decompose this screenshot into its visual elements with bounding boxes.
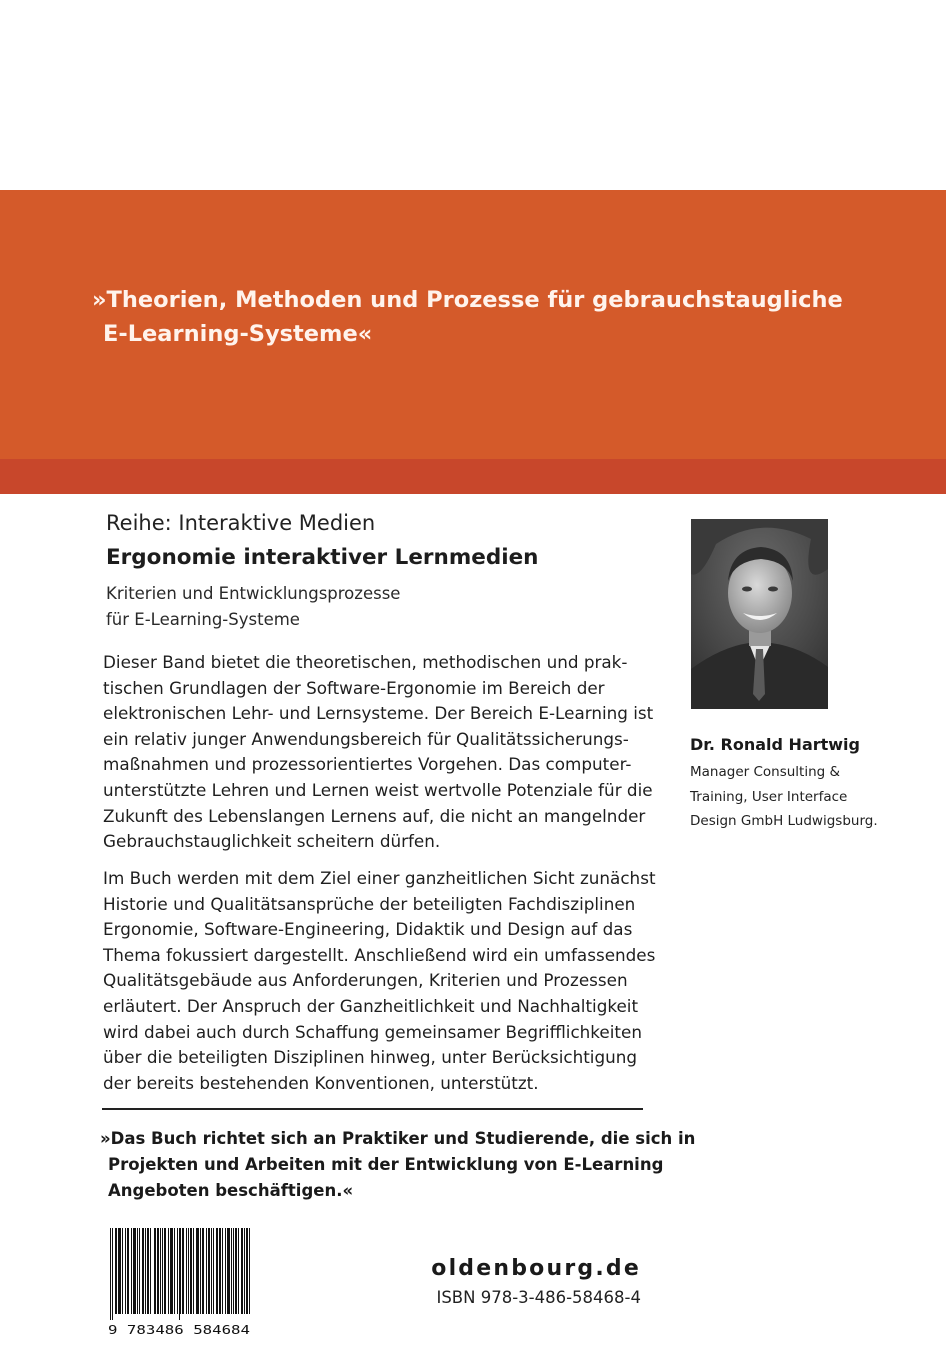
- barcode-bar: [171, 1228, 172, 1314]
- barcode-bar: [188, 1228, 189, 1314]
- series-label: Reihe: Interaktive Medien: [106, 511, 376, 535]
- description-paragraph-2: [103, 866, 663, 1096]
- author-portrait-image: [691, 519, 828, 709]
- closing-quote-line: Angeboten beschäftigen.«: [108, 1181, 354, 1200]
- barcode-bar: [150, 1228, 151, 1314]
- barcode-bar: [244, 1228, 245, 1314]
- book-subtitle: [106, 581, 400, 633]
- barcode-bar: [164, 1228, 165, 1314]
- red-strip: [0, 459, 946, 494]
- publisher-website: oldenbourg.de: [431, 1256, 641, 1281]
- barcode-bar: [247, 1228, 248, 1314]
- barcode-bar: [229, 1228, 230, 1314]
- barcode-bar: [190, 1228, 191, 1314]
- barcode-bar: [191, 1228, 192, 1314]
- barcode-bar: [128, 1228, 129, 1314]
- divider: [102, 1108, 643, 1110]
- isbn-number: ISBN 978-3-486-58468-4: [436, 1288, 641, 1307]
- barcode-bar: [235, 1228, 236, 1314]
- barcode-bar: [120, 1228, 121, 1314]
- barcode-digits: 9 783486 584684: [108, 1323, 250, 1336]
- barcode-bar: [177, 1228, 178, 1314]
- paragraph-line: Ergonomie, Software-Engineering, Didaktik und Design auf das: [103, 919, 633, 940]
- barcode-bar: [228, 1228, 229, 1314]
- barcode-bar: [246, 1228, 247, 1314]
- paragraph-line: der bereits bestehenden Konventionen, unterstützt.: [103, 1072, 539, 1093]
- barcode-bar: [137, 1228, 138, 1314]
- barcode-bar: [242, 1228, 243, 1314]
- barcode-bar: [211, 1228, 212, 1314]
- author-name: Dr. Ronald Hartwig: [690, 735, 860, 754]
- paragraph-line: Im Buch werden mit dem Ziel einer ganzheitlichen Sicht zunächst: [103, 868, 656, 888]
- barcode-bar: [236, 1228, 237, 1314]
- barcode-bar: [202, 1228, 203, 1314]
- barcode-bar: [116, 1228, 117, 1314]
- barcode-bar: [225, 1228, 226, 1314]
- banner-quote: [92, 283, 852, 351]
- barcode-bar: [160, 1228, 161, 1314]
- closing-quote-line: Projekten und Arbeiten mit der Entwicklung von E-Learning: [108, 1155, 664, 1174]
- book-title: Ergonomie interaktiver Lernmedien: [106, 545, 539, 570]
- barcode-bar: [238, 1228, 239, 1314]
- author-info-line: Design GmbH Ludwigsburg.: [690, 813, 878, 829]
- isbn-barcode: [108, 1226, 251, 1336]
- banner-quote-line: E-Learning-Systeme«: [103, 321, 373, 347]
- barcode-bar: [206, 1228, 207, 1314]
- barcode-bar: [216, 1228, 217, 1314]
- paragraph-line: Qualitätsgebäude aus Anforderungen, Kriterien und Prozessen: [103, 970, 628, 991]
- barcode-graphic: [108, 1226, 251, 1336]
- barcode-bar: [122, 1228, 123, 1314]
- barcode-bar: [179, 1228, 180, 1320]
- barcode-bar: [213, 1228, 214, 1314]
- barcode-bar: [158, 1228, 159, 1314]
- paragraph-line: über die beteiligten Disziplinen hinweg, unter Berücksichtigung: [103, 1047, 638, 1068]
- barcode-bar: [196, 1228, 197, 1314]
- barcode-bar: [180, 1228, 181, 1314]
- barcode-bar: [148, 1228, 149, 1314]
- paragraph-line: tischen Grundlagen der Software-Ergonomie im Bereich der: [103, 677, 605, 698]
- barcode-bar: [193, 1228, 194, 1314]
- author-info: [690, 760, 878, 834]
- barcode-bar: [174, 1228, 175, 1314]
- closing-quote: [100, 1126, 695, 1204]
- barcode-bar: [135, 1228, 136, 1314]
- barcode-bar: [241, 1228, 242, 1314]
- barcode-bar: [147, 1228, 148, 1314]
- paragraph-line: elektronischen Lehr- und Lernsysteme. Der Bereich E-Learning ist: [103, 703, 654, 724]
- barcode-bar: [112, 1228, 113, 1320]
- subtitle-line: für E-Learning-Systeme: [106, 610, 300, 629]
- barcode-bar: [198, 1228, 199, 1314]
- barcode-bar: [168, 1228, 169, 1314]
- barcode-bar: [222, 1228, 223, 1314]
- barcode-bar: [217, 1228, 218, 1314]
- paragraph-line: Gebrauchstauglichkeit scheitern dürfen.: [103, 831, 441, 852]
- barcode-bar: [186, 1228, 187, 1314]
- paragraph-line: Historie und Qualitätsansprüche der beteiligten Fachdisziplinen: [103, 893, 636, 914]
- subtitle-line: Kriterien und Entwicklungsprozesse: [106, 584, 401, 603]
- barcode-bar: [143, 1228, 144, 1314]
- paragraph-line: erläutert. Der Anspruch der Ganzheitlichkeit und Nachhaltigkeit: [103, 995, 639, 1016]
- barcode-bar: [110, 1228, 111, 1320]
- barcode-bar: [233, 1228, 234, 1314]
- barcode-bar: [134, 1228, 135, 1314]
- paragraph-line: ein relativ junger Anwendungsbereich für Qualitätssicherungs-: [103, 728, 629, 749]
- paragraph-line: Zukunft des Lebenslangen Lernens auf, die nicht an mangelnder: [103, 805, 646, 826]
- barcode-bar: [125, 1228, 126, 1314]
- barcode-bar: [131, 1228, 132, 1314]
- paragraph-line: Thema fokussiert dargestellt. Anschließend wird ein umfassendes: [103, 944, 656, 965]
- barcode-bar: [220, 1228, 221, 1314]
- barcode-bar: [162, 1228, 163, 1314]
- barcode-bar: [145, 1228, 146, 1314]
- barcode-bar: [118, 1228, 119, 1314]
- barcode-bar: [154, 1228, 155, 1314]
- barcode-bar: [139, 1228, 140, 1314]
- barcode-bar: [209, 1228, 210, 1314]
- paragraph-line: wird dabei auch durch Schaffung gemeinsamer Begrifflichkeiten: [103, 1021, 642, 1042]
- barcode-bar: [208, 1228, 209, 1314]
- barcode-bar: [172, 1228, 173, 1314]
- author-photo: [691, 519, 828, 709]
- barcode-bar: [231, 1228, 232, 1314]
- barcode-bar: [127, 1228, 128, 1314]
- banner-quote-line: »Theorien, Methoden und Prozesse für gebrauchstaugliche: [92, 287, 843, 313]
- barcode-bar: [170, 1228, 171, 1314]
- author-info-line: Manager Consulting &: [690, 764, 841, 780]
- barcode-bar: [183, 1228, 184, 1314]
- closing-quote-line: »Das Buch richtet sich an Praktiker und Studierende, die sich in: [100, 1129, 696, 1148]
- barcode-bar: [249, 1228, 250, 1314]
- barcode-bar: [200, 1228, 201, 1314]
- description-paragraph-1: [103, 650, 663, 855]
- barcode-bar: [142, 1228, 143, 1314]
- barcode-bar: [119, 1228, 120, 1314]
- barcode-bar: [219, 1228, 220, 1314]
- barcode-bar: [182, 1228, 183, 1314]
- barcode-bar: [227, 1228, 228, 1314]
- barcode-bar: [203, 1228, 204, 1314]
- author-info-line: Training, User Interface: [690, 788, 848, 805]
- barcode-bar: [115, 1228, 116, 1314]
- paragraph-line: Dieser Band bietet die theoretischen, methodischen und prak-: [103, 652, 628, 672]
- barcode-bar: [155, 1228, 156, 1314]
- paragraph-line: unterstützte Lehren und Lernen weist wertvolle Potenziale für die: [103, 779, 653, 800]
- barcode-bar: [165, 1228, 166, 1314]
- barcode-bar: [157, 1228, 158, 1314]
- barcode-bar: [197, 1228, 198, 1314]
- barcode-bar: [133, 1228, 134, 1314]
- paragraph-line: maßnahmen und prozessorientiertes Vorgehen. Das computer-: [103, 754, 632, 775]
